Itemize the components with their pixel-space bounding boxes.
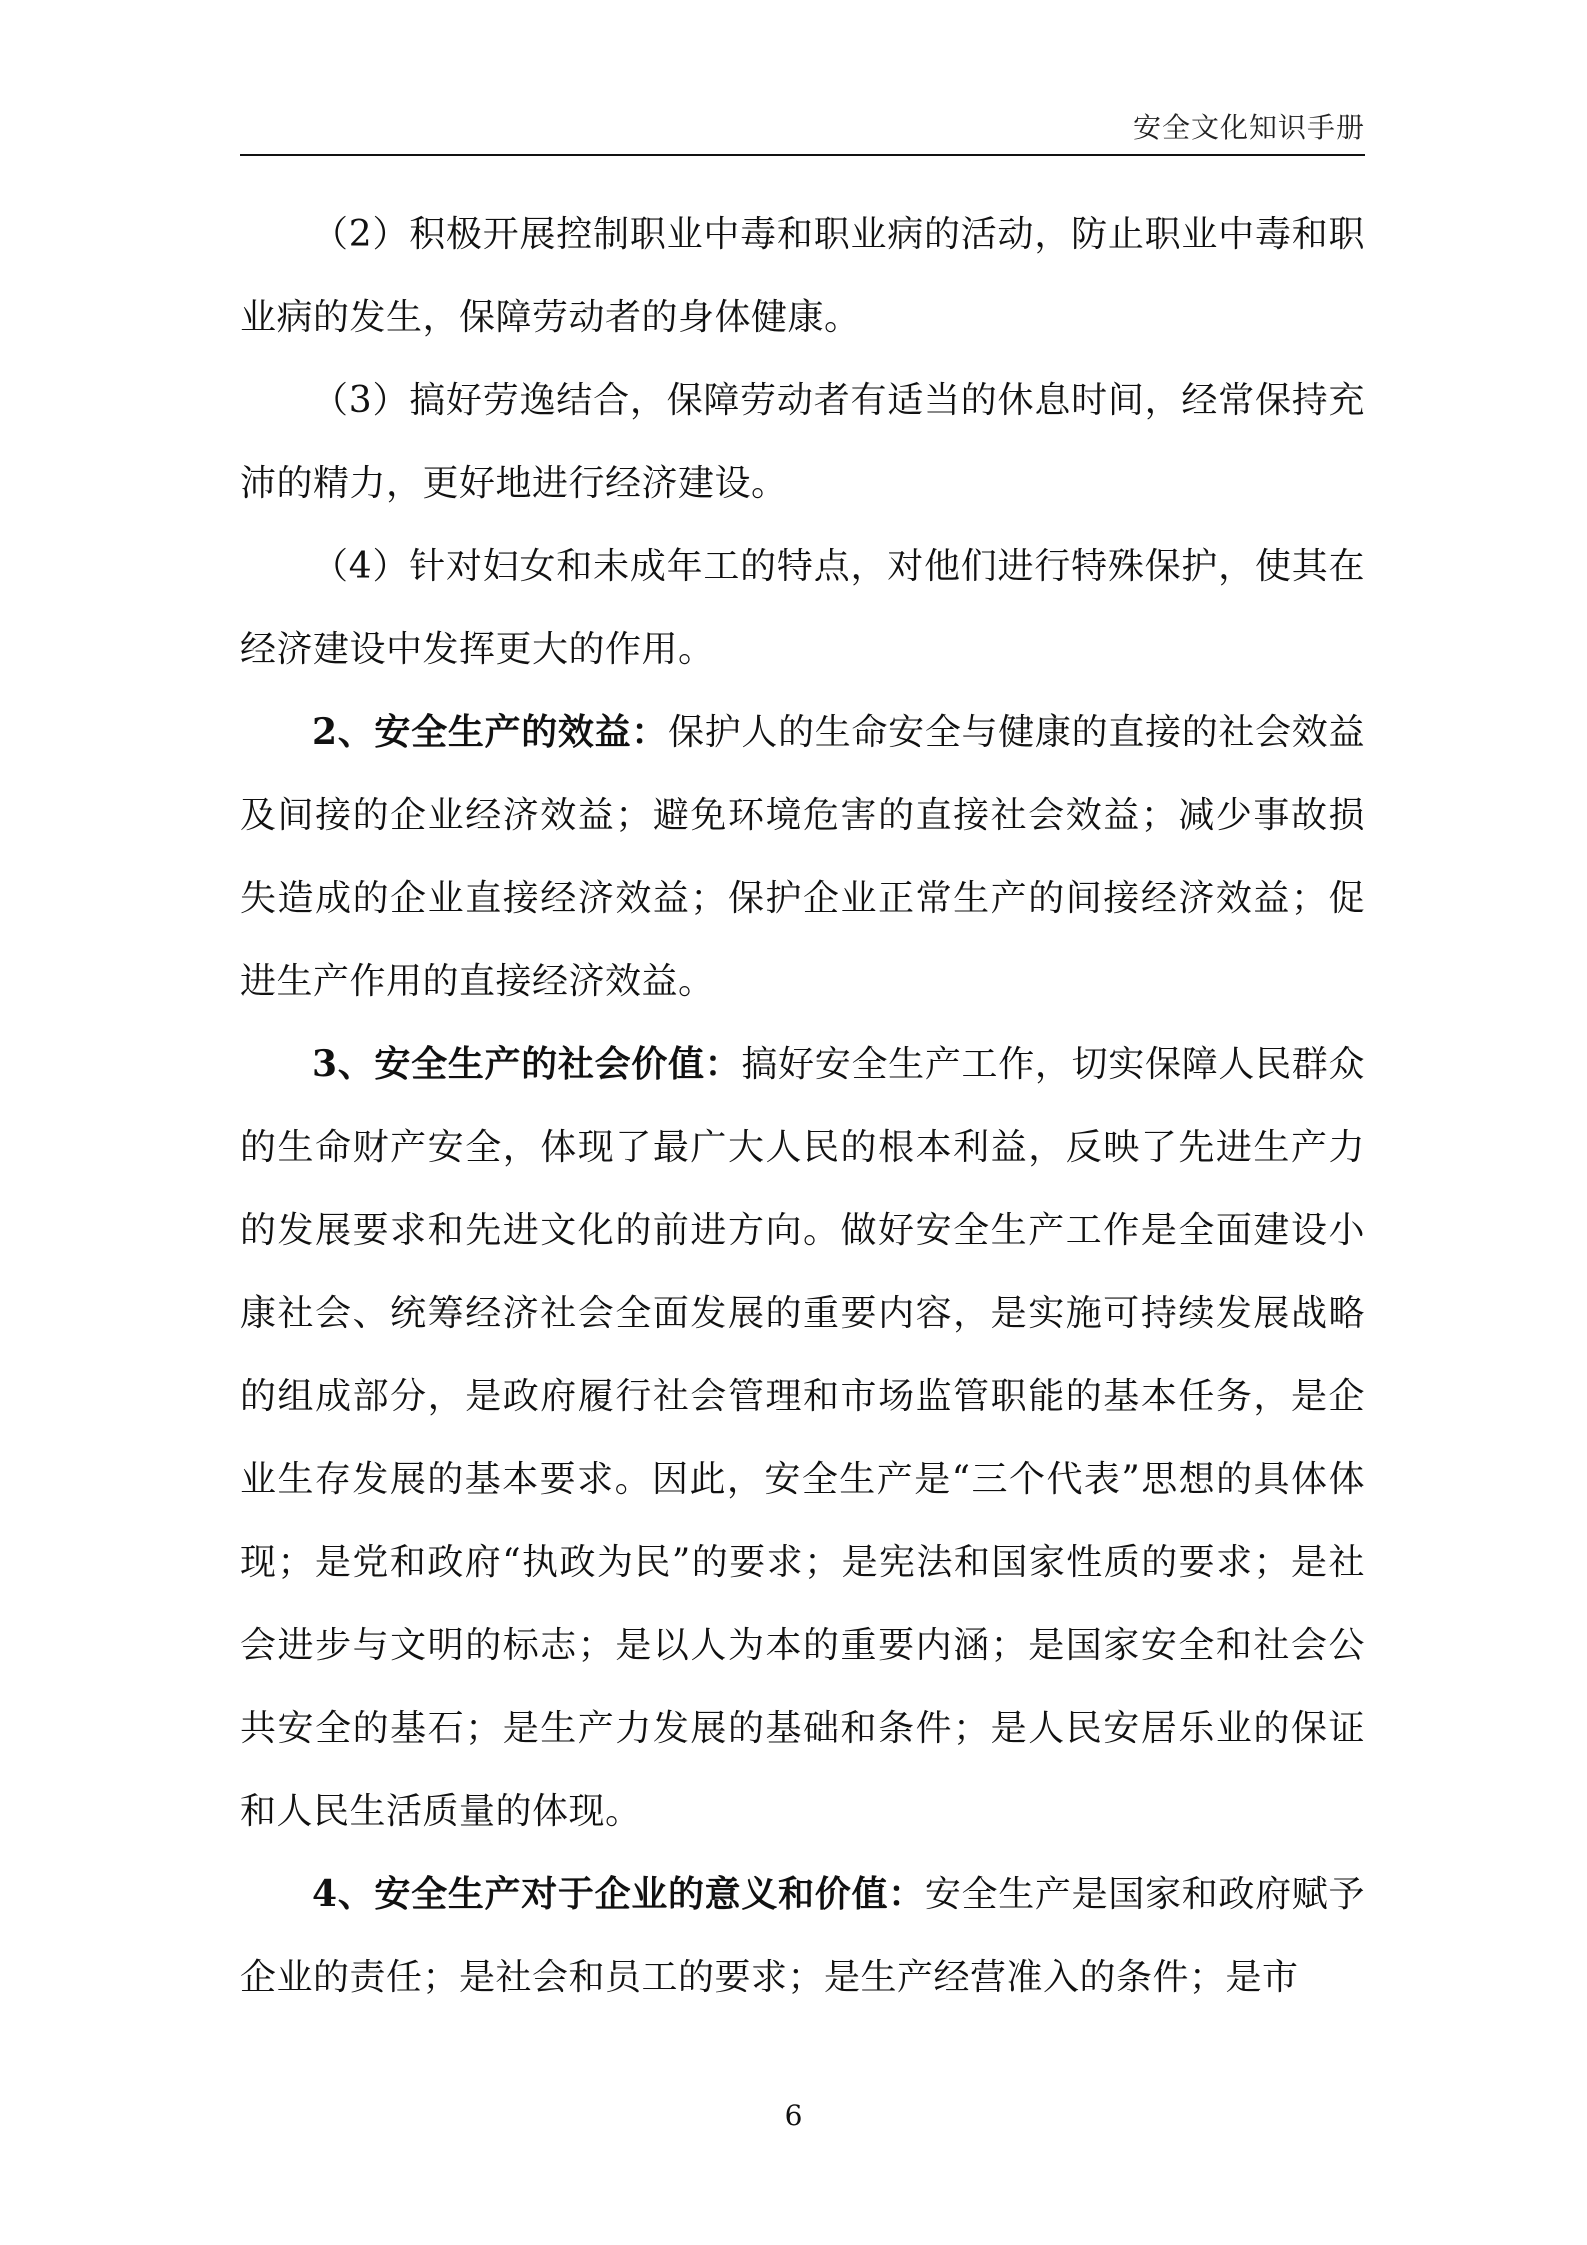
paragraph-text: 安全生产是国家和政府赋予企业的责任；是社会和员工的要求；是生产经营准入的条件；是市	[240, 1874, 1365, 1998]
paragraph-social-value	[240, 1023, 1365, 1853]
paragraph-text: （2）积极开展控制职业中毒和职业病的活动，防止职业中毒和职业病的发生，保障劳动者的身体健康。	[240, 214, 1365, 338]
paragraph-heading: 2、安全生产的效益：	[312, 711, 668, 753]
paragraph-heading: 4、安全生产对于企业的意义和价值：	[312, 1873, 925, 1915]
header-rule	[240, 154, 1365, 156]
page-number: 6	[784, 2099, 803, 2132]
paragraph-item-4	[240, 525, 1365, 691]
paragraph-text: 搞好安全生产工作，切实保障人民群众的生命财产安全，体现了最广大人民的根本利益，反映了先进生产力的发展要求和先进文化的前进方向。做好安全生产工作是全面建设小康社会、统筹经济社会全面发展的重要内容，是实施可持续发展战略的组成部分，是政府履行社会管理和市场监管职能的基本任务，是企业生存发展的基本要求。因此，安全生产是“三个代表”思想的具体体现；是党和政府“执政为民”的要求；是宪法和国家性质的要求；是社会进步与文明的标志；是以人为本的重要内涵；是国家安全和社会公共安全的基石；是生产力发展的基础和条件；是人民安居乐业的保证和人民生活质量的体现。	[240, 1044, 1365, 1832]
paragraph-item-2	[240, 193, 1365, 359]
header-title: 安全文化知识手册	[1132, 111, 1365, 144]
paragraph-text: 保护人的生命安全与健康的直接的社会效益及间接的企业经济效益；避免环境危害的直接社会效益；减少事故损失造成的企业直接经济效益；保护企业正常生产的间接经济效益；促进生产作用的直接经济效益。	[240, 712, 1365, 1002]
paragraph-safety-benefits	[240, 691, 1365, 1023]
paragraph-text: （3）搞好劳逸结合，保障劳动者有适当的休息时间，经常保持充沛的精力，更好地进行经济建设。	[240, 380, 1365, 504]
document-body	[240, 193, 1365, 2019]
paragraph-heading: 3、安全生产的社会价值：	[312, 1043, 742, 1085]
paragraph-text: （4）针对妇女和未成年工的特点，对他们进行特殊保护，使其在经济建设中发挥更大的作用。	[240, 546, 1365, 670]
paragraph-item-3	[240, 359, 1365, 525]
paragraph-enterprise-value	[240, 1853, 1365, 2019]
running-header	[240, 108, 1365, 156]
